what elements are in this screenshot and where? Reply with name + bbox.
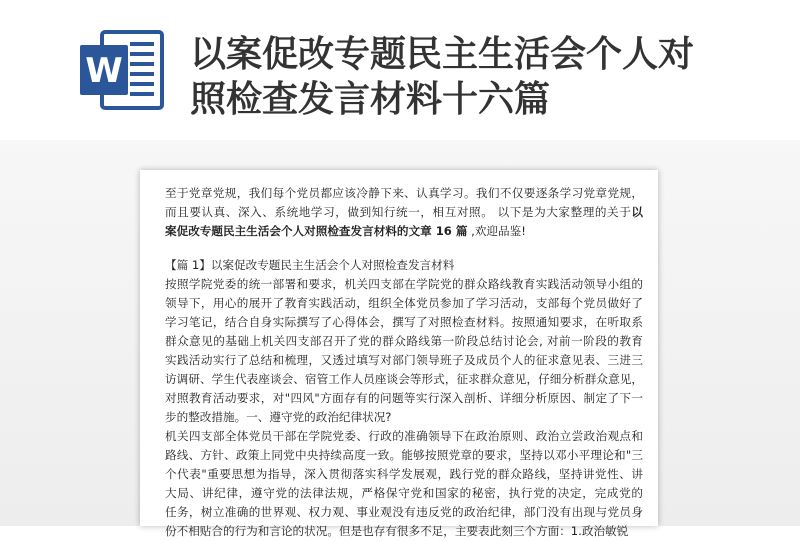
text-span: 步的整改措施。一、遵守党的政治纪律状况? bbox=[165, 410, 392, 424]
article-section bbox=[165, 256, 643, 541]
text-line bbox=[165, 503, 643, 522]
text-span: 路线、方针、政策上同党中央持续高度一致。能够按照党章的要求，坚持以邓小平理论和"三 bbox=[165, 448, 643, 462]
text-line bbox=[165, 203, 643, 222]
text-span: 份不相贴合的行为和言论的状况。但是也存有很多不足，主要表此刻三个方面：1.政治敏锐 bbox=[165, 524, 629, 538]
body-paragraph bbox=[165, 427, 643, 541]
section-body bbox=[165, 275, 643, 541]
document-page bbox=[140, 170, 658, 538]
word-icon-letter: W bbox=[85, 51, 123, 91]
text-span: 对照教育活动要求，对"四风"方面存有的问题等实行深入剖析、详细分析原因、制定了下一 bbox=[165, 391, 643, 405]
text-line bbox=[165, 275, 643, 294]
text-span: 至于党章党规，我们每个党员都应该冷静下来、认真学习。我们不仅要逐条学习党章党规， bbox=[165, 186, 643, 200]
text-span: 访调研、学生代表座谈会、宿管工作人员座谈会等形式，征求群众意见，仔细分析群众意见， bbox=[165, 372, 643, 386]
text-span: 个代表"重要思想为指导，深入贯彻落实科学发展观，践行党的群众路线，坚持讲党性、讲 bbox=[165, 467, 643, 481]
text-span: 而且要认真、深入、系统地学习，做到知行统一，相互对照。 以下是为大家整理的关于 bbox=[165, 205, 632, 219]
text-line bbox=[165, 408, 643, 427]
bold-text-span: 以 bbox=[631, 205, 643, 219]
text-span: 群众意见的基础上机关四支部召开了党的群众路线第一阶段总结讨论会, 对前一阶段的教育 bbox=[165, 334, 643, 348]
text-line bbox=[165, 465, 643, 484]
text-span: 大局、讲纪律，遵守党的法律法规，严格保守党和国家的秘密，执行党的决定，完成党的 bbox=[165, 486, 643, 500]
text-span: 学习笔记，结合自身实际撰写了心得体会，撰写了对照检查材料。按照通知要求，在听取系 bbox=[165, 315, 643, 329]
text-line bbox=[165, 427, 643, 446]
document-title-line: 以案促改专题民主生活会个人对 bbox=[190, 34, 695, 75]
text-span: 按照学院党委的统一部署和要求，机关四支部在学院党的群众路线教育实践活动领导小组的 bbox=[165, 277, 643, 291]
text-line bbox=[165, 389, 643, 408]
text-line bbox=[165, 351, 643, 370]
bold-text-span: 案促改专题民主生活会个人对照检查发言材料的文章 16 篇 bbox=[165, 224, 468, 238]
document-title-line: 照检查发言材料十六篇 bbox=[190, 79, 551, 120]
text-span: 机关四支部全体党员干部在学院党委、行政的准确领导下在政治原则、政治立尝政治观点和 bbox=[165, 429, 643, 443]
intro-paragraph bbox=[165, 184, 643, 241]
text-line bbox=[165, 222, 643, 241]
text-line bbox=[165, 370, 643, 389]
section-heading: 【篇 1】以案促改专题民主生活会个人对照检查发言材料 bbox=[165, 258, 455, 272]
text-span: 实践活动实行了总结和梳理，又透过填写对部门领导班子及成员个人的征求意见表、三进三 bbox=[165, 353, 643, 367]
word-icon bbox=[78, 30, 166, 110]
text-span: ,欢迎品鉴! bbox=[467, 224, 526, 238]
text-line bbox=[165, 294, 643, 313]
text-line bbox=[165, 332, 643, 351]
document-title bbox=[190, 32, 770, 122]
text-line bbox=[165, 446, 643, 465]
text-span: 任务，树立准确的世界观、权力观、事业观没有违反党的政治纪律，部门没有出现与党员身 bbox=[165, 505, 643, 519]
text-line bbox=[165, 522, 643, 541]
text-line bbox=[165, 484, 643, 503]
text-line bbox=[165, 184, 643, 203]
body-paragraph bbox=[165, 275, 643, 427]
text-line bbox=[165, 313, 643, 332]
text-span: 领导下，用心的展开了教育实践活动，组织全体党员参加了学习活动，支部每个党员做好了 bbox=[165, 296, 643, 310]
